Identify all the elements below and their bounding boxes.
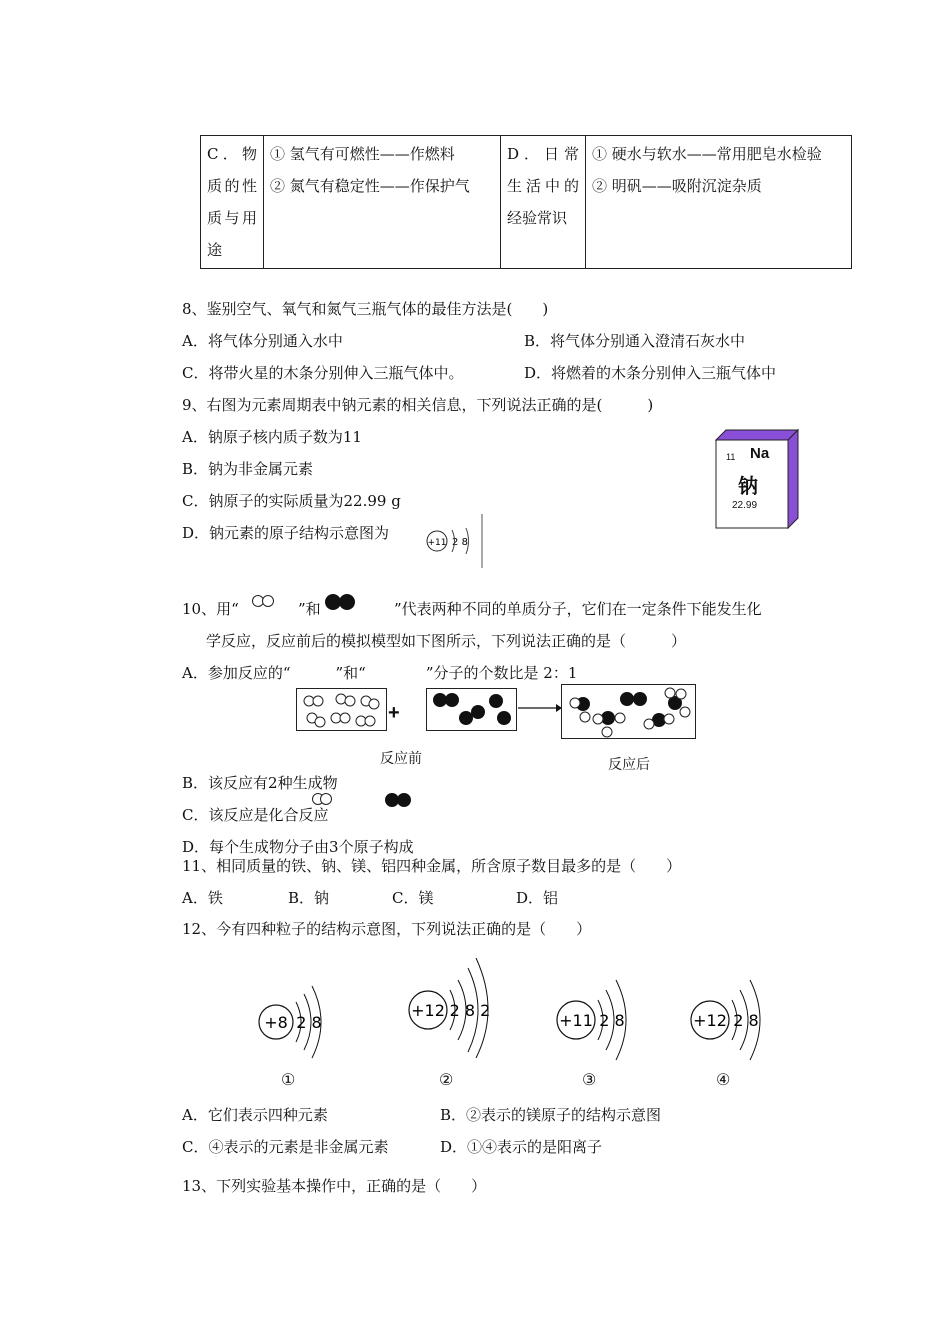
c-label: C．物质的性质与用途	[201, 136, 264, 269]
q11-option-c: C．镁	[392, 889, 434, 907]
q8-stem: 8、鉴别空气、氧气和氮气三瓶气体的最佳方法是( )	[182, 300, 549, 318]
q11-option-d: D．铝	[516, 889, 559, 907]
card-name: 钠	[738, 474, 758, 498]
diagram-2-shells: 2 8 2	[449, 1001, 491, 1020]
diagram-4-label: ④	[716, 1070, 731, 1089]
mini-shells: 2 8	[452, 537, 468, 548]
black-molecule-stray-icon	[384, 792, 414, 808]
diagram-3-shells: 2 8	[599, 1011, 625, 1030]
white-molecule-icon	[252, 594, 276, 608]
q12-option-a: A．它们表示四种元素	[182, 1106, 328, 1124]
q12-option-c: C．④表示的元素是非金属元素	[182, 1138, 389, 1156]
c-item-2: ② 氮气有稳定性——作保护气	[270, 177, 470, 195]
d-item-2: ② 明矾——吸附沉淀杂质	[592, 177, 762, 195]
sodium-mini-diagram	[424, 514, 484, 568]
particle-diagram-2	[402, 954, 502, 1058]
diagram-3-nucleus: +11	[559, 1011, 593, 1030]
mini-nucleus: +11	[427, 538, 447, 548]
card-symbol: Na	[750, 445, 770, 462]
q9-option-b: B．钠为非金属元素	[182, 460, 314, 478]
options-table	[200, 135, 852, 269]
q10-stem-part1: 10、用“	[182, 600, 239, 618]
diagram-1-nucleus: +8	[264, 1013, 288, 1032]
q13-stem: 13、下列实验基本操作中，正确的是（ ）	[182, 1177, 487, 1195]
diagram-4-shells: 2 8	[733, 1011, 759, 1030]
diagram-2-nucleus: +12	[411, 1001, 445, 1020]
d-item-1: ① 硬水与软水——常用肥皂水检验	[592, 145, 822, 163]
q12-option-d: D．①④表示的是阳离子	[440, 1138, 603, 1156]
q10-option-c: C．该反应是化合反应	[182, 806, 329, 824]
diagram-1-shells: 2 8	[296, 1013, 322, 1032]
q12-option-b: B．②表示的镁原子的结构示意图	[440, 1106, 662, 1124]
q12-stem: 12、今有四种粒子的结构示意图，下列说法正确的是（ ）	[182, 920, 592, 938]
white-molecule-stray-icon	[312, 792, 332, 806]
particle-diagram-1	[254, 980, 334, 1060]
label-after-reaction: 反应后	[608, 756, 650, 772]
q8-option-c: C．将带火星的木条分别伸入三瓶气体中。	[182, 364, 464, 382]
card-mass: 22.99	[732, 500, 758, 511]
black-molecule-icon	[324, 593, 358, 611]
reactant-white-box	[296, 688, 388, 732]
d-items	[586, 136, 852, 269]
q8-option-b: B．将气体分别通入澄清石灰水中	[524, 332, 746, 350]
q8-option-d: D．将燃着的木条分别伸入三瓶气体中	[524, 364, 777, 382]
reactant-black-box	[426, 688, 518, 732]
diagram-2-label: ②	[439, 1070, 454, 1089]
card-number: 11	[726, 452, 736, 462]
q11-option-b: B．钠	[288, 889, 330, 907]
plus-sign: +	[388, 702, 400, 724]
diagram-3-label: ③	[582, 1070, 597, 1089]
q10-option-a: A．参加反应的“ ”和“ ”分子的个数比是 2：1	[182, 664, 578, 682]
diagram-1-label: ①	[281, 1070, 296, 1089]
q11-option-a: A．铁	[182, 889, 223, 907]
q10-stem-part2: ”和	[298, 600, 321, 618]
q10-option-d: D．每个生成物分子由3个原子构成	[182, 838, 414, 856]
q8-option-a: A．将气体分别通入水中	[182, 332, 343, 350]
product-box	[561, 684, 697, 740]
q9-option-a: A．钠原子核内质子数为11	[182, 428, 362, 446]
diagram-4-nucleus: +12	[693, 1011, 727, 1030]
reaction-arrow	[518, 702, 562, 714]
q9-option-d: D．钠元素的原子结构示意图为	[182, 524, 390, 542]
sodium-periodic-card	[716, 430, 798, 528]
d-label: D．日常生活中的经验常识	[501, 136, 586, 269]
q11-stem: 11、相同质量的铁、钠、镁、铝四种金属，所含原子数目最多的是（ ）	[182, 857, 682, 875]
label-before-reaction: 反应前	[380, 750, 422, 766]
particle-diagram-3	[550, 972, 642, 1064]
c-items	[264, 136, 501, 269]
particle-diagram-4	[684, 972, 776, 1064]
q10-stem-line2: 学反应，反应前后的模拟模型如下图所示，下列说法正确的是（ ）	[206, 632, 687, 650]
q9-stem: 9、右图为元素周期表中钠元素的相关信息，下列说法正确的是( )	[182, 396, 654, 414]
c-item-1: ① 氢气有可燃性——作燃料	[270, 145, 455, 163]
q10-stem-part3: ”代表两种不同的单质分子，它们在一定条件下能发生化	[394, 600, 762, 618]
q9-option-c: C．钠原子的实际质量为22.99 g	[182, 492, 401, 510]
q10-option-b: B．该反应有2种生成物	[182, 774, 338, 792]
